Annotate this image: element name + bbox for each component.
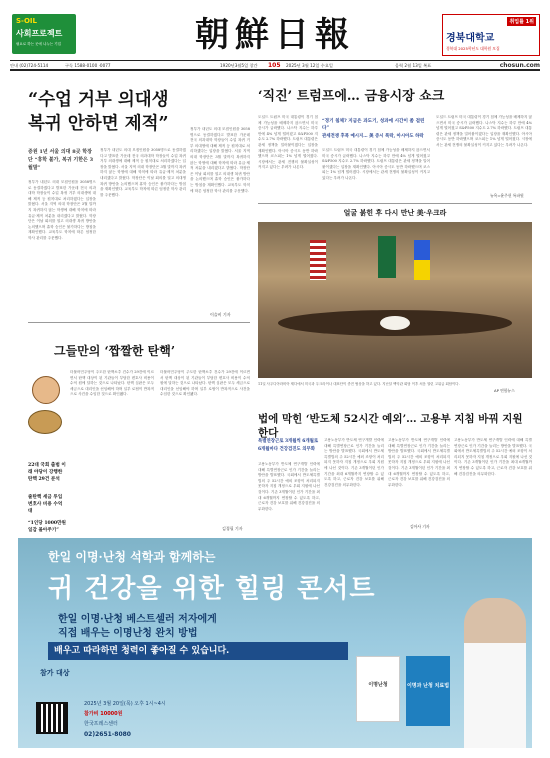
labor-body-1: 고용노동부가 반도체 연구개발 인력에 대해 특별연장근로 인가 기간을 늘리는 방안을 발표했다. 국회에서 반도체특별법의 주 52시간 예외 조항이 처리되지 못하자 지침 개정으로 우회 지원에 나선 것이다. 기존 3개월이던 인가 기간을 최대 6개월까지 연장할 수 있도록 하고, 근로자 건강 보호를 위해 건강검진을 의무화한다.	[258, 462, 320, 511]
ad-place: 한국프레스센터	[84, 721, 118, 727]
labor-body-2: 고용노동부가 반도체 연구개발 인력에 대해 특별연장근로 인가 기간을 늘리는 방안을 발표했다. 국회에서 반도체특별법의 주 52시간 예외 조항이 처리되지 못하자 지침 개정으로 우회 지원에 나선 것이다. 기존 3개월이던 인가 기간을 최대 6개월까지 연장할 수 있도록 하고, 근로자 건강 보호를 위해 건강검진을 의무화한다.	[324, 438, 384, 487]
masthead-dateline: 1920년3월5일 창간	[220, 63, 258, 68]
divider	[258, 203, 532, 204]
labor-sub-2: 6개월마다 건강검진도 의무화	[258, 447, 316, 452]
trump-body-2: 도널드 트럼프 미국 대통령이 경기 침체 가능성을 배제하지 않으면서 미국 증시가 급락했다. 나스닥 지수는 하루 만에 4% 넘게 떨어졌고 S&P500 지수도 2.7% 하락했다. 트럼프 대통령은 관세 정책을 밀어붙이겠다는 입장을 재확인했다. 아시아 증시도 동반 하락했으며 코스피는 1% 넘게 떨어졌다. 시장에서는 관세 전쟁의 불확실성이 커지고 있다는 우려가 나온다.	[322, 148, 430, 180]
person-figure-icon	[32, 376, 60, 404]
ad-line3: 한일 이명·난청 베스트셀러 저자에게	[58, 614, 217, 625]
info-contact: 안내 (02)724-5114	[10, 63, 49, 68]
column-title: 그들만의 ‘짭짤한 탄핵’	[54, 344, 176, 358]
info-bar	[10, 60, 540, 71]
flag-ukraine-icon	[414, 240, 430, 280]
ad-soil-brand: S-OIL	[16, 17, 37, 25]
coin-pile-icon	[28, 410, 62, 434]
masthead-date: 2025년 3월 12일 수요일	[286, 63, 333, 68]
column-body-2: 더불어민주당이 주도한 탄핵소추 건수가 29건에 이르면서 탄핵 대상이 된 기관들이 부담한 변호사 비용이 수억 원에 달하는 것으로 나타났다. 탄핵 심판은 모두 세금으로 대리인을 선임해야 하며 일부 로펌이 반복적으로 사건을 수임한 것으로 확인됐다.	[160, 370, 250, 397]
info-subscribe: 구독 1588-0100 ·0077	[65, 63, 111, 68]
qr-code-icon[interactable]	[36, 702, 68, 734]
trump-sub-1: “경기 침체? 지금은 과도기, 성과에 시간이 좀 걸린다”	[322, 119, 425, 131]
lead-subhead: 증원 1년 서울 의대 8곳 학장단 “휴학 불가, 복귀 기한은 3월말”	[28, 149, 94, 171]
column-byline: 김경필 기자	[222, 526, 243, 531]
trump-body-1: 도널드 트럼프 미국 대통령이 경기 침체 가능성을 배제하지 않으면서 미국 증시가 급락했다. 나스닥 지수는 하루 만에 4% 넘게 떨어졌고 S&P500 지수도 2.7% 하락했다. 트럼프 대통령은 관세 정책을 밀어붙이겠다는 입장을 재확인했다. 아시아 증시도 동반 하락했으며 코스피는 1% 넘게 떨어졌다. 시장에서는 관세 전쟁의 불확실성이 커지고 있다는 우려가 나온다.	[258, 115, 318, 170]
trump-headline: ‘직진’ 트럼프에… 금융시장 쇼크	[258, 89, 445, 104]
ad-concert	[18, 538, 532, 748]
masthead-title: 朝鮮日報	[195, 15, 355, 55]
column-illustration	[28, 372, 64, 452]
labor-sub-1: 특별연장근로 3개월씩 6개월로	[258, 439, 319, 444]
ad-line4: 직접 배우는 이명난청 완치 방법	[58, 628, 198, 639]
ad-univ-tag: 취업률 1위	[509, 19, 534, 25]
labor-body-3: 고용노동부가 반도체 연구개발 인력에 대해 특별연장근로 인가 기간을 늘리는 방안을 발표했다. 국회에서 반도체특별법의 주 52시간 예외 조항이 처리되지 못하자 지침 개정으로 우회 지원에 나선 것이다. 기존 3개월이던 인가 기간을 최대 6개월까지 연장할 수 있도록 하고, 근로자 건강 보호를 위해 건강검진을 의무화한다.	[388, 438, 450, 487]
doctor-photo	[464, 598, 526, 748]
site-link[interactable]: chosun.com	[499, 62, 540, 69]
lead-body-3: 정부가 내년도 의대 모집인원을 3058명으로 동결하겠다고 발표한 가운데 전국 의과대학 학장들이 수업 복귀 거부 의대생에 대해 제적 등 원칙대로 처리하겠다는 입장을 밝혔다. 서울 지역 의대 학장단은 3월 말까지 복귀하지 않는 학생에 대해 학칙에 따라 유급·제적 처분을 내리겠다고 밝혔다. 학장단은 이날 회의를 열고 의대생 복귀 방안을 논의했으며 휴학 승인은 불가하다는 방침을 재확인했다. 교육부도 학칙에 따른 엄정한 학사 관리를 주문했다.	[190, 127, 250, 193]
ad-university	[442, 14, 540, 56]
column-caption-3: “1인당 1000만원 일감 몰아주기”	[28, 521, 66, 533]
ad-banner: 배우고 따라하면 청력이 좋아질 수 있습니다.	[48, 642, 348, 660]
labor-headline: 법에 막힌 ‘반도체 52시간 예외’… 고용부 지침 바꿔 지원한다	[258, 413, 523, 439]
lead-byline: 이슬비 기자	[210, 312, 231, 317]
ad-target-label: 참가 대상	[40, 668, 70, 677]
flower-arrangement	[380, 316, 410, 330]
trump-body-3: 도널드 트럼프 미국 대통령이 경기 침체 가능성을 배제하지 않으면서 미국 증시가 급락했다. 나스닥 지수는 하루 만에 4% 넘게 떨어졌고 S&P500 지수도 2.7% 하락했다. 트럼프 대통령은 관세 정책을 밀어붙이겠다는 입장을 재확인했다. 아시아 증시도 동반 하락했으며 코스피는 1% 넘게 떨어졌다. 시장에서는 관세 전쟁의 불확실성이 커지고 있다는 우려가 나온다.	[436, 115, 532, 147]
lead-body-2: 정부가 내년도 의대 모집인원을 3058명으로 동결하겠다고 발표한 가운데 전국 의과대학 학장들이 수업 복귀 거부 의대생에 대해 제적 등 원칙대로 처리하겠다는 입장을 밝혔다. 서울 지역 의대 학장단은 3월 말까지 복귀하지 않는 학생에 대해 학칙에 따라 유급·제적 처분을 내리겠다고 밝혔다. 학장단은 이날 회의를 열고 의대생 복귀 방안을 논의했으며 휴학 승인은 불가하다는 방침을 재확인했다. 교육부도 학칙에 따른 엄정한 학사 관리를 주문했다.	[100, 148, 186, 197]
column-body-1: 더불어민주당이 주도한 탄핵소추 건수가 29건에 이르면서 탄핵 대상이 된 기관들이 부담한 변호사 비용이 수억 원에 달하는 것으로 나타났다. 탄핵 심판은 모두 세금으로 대리인을 선임해야 하며 일부 로펌이 반복적으로 사건을 수임한 것으로 확인됐다.	[70, 370, 154, 397]
flag-saudi-icon	[378, 236, 396, 278]
ad-soil-line1: 사회프로젝트	[16, 29, 63, 38]
ad-book-2-title: 이명과 난청 치료법	[406, 683, 450, 689]
lead-body-1: 정부가 내년도 의대 모집인원을 3058명으로 동결하겠다고 발표한 가운데 전국 의과대학 학장들이 수업 복귀 거부 의대생에 대해 제적 등 원칙대로 처리하겠다는 입장을 밝혔다. 서울 지역 의대 학장단은 3월 말까지 복귀하지 않는 학생에 대해 학칙에 따라 유급·제적 처분을 내리겠다고 밝혔다. 학장단은 이날 회의를 열고 의대생 복귀 방안을 논의했으며 휴학 승인은 불가하다는 방침을 재확인했다. 교육부도 학칙에 따른 엄정한 학사 관리를 주문했다.	[28, 180, 96, 240]
ad-book-1-title: 이명난청	[368, 682, 388, 688]
ad-date: 2025년 3월 20일(목) 오후 1시~4시	[84, 701, 166, 707]
meeting-photo	[258, 222, 532, 378]
ad-book-1	[356, 656, 400, 722]
ad-phone: 02)2651-8080	[84, 731, 131, 738]
ad-univ-line: 경북대 2025학년도 대학원 모집	[446, 46, 500, 51]
trump-sub-2: 관세전쟁 후폭 예시지… 美 증시 폭락, 아시아도 하락	[322, 134, 424, 139]
ad-univ-name: 경북대학교	[446, 33, 495, 44]
column-caption-1: 22대 국회 출범 이래 야당이 강행한 탄핵 29건 분석	[28, 463, 66, 482]
ad-fee: 참가비 10000원	[84, 711, 123, 717]
photo-credit: AP 연합뉴스	[494, 388, 515, 393]
labor-body-4: 고용노동부가 반도체 연구개발 인력에 대해 특별연장근로 인가 기간을 늘리는 방안을 발표했다. 국회에서 반도체특별법의 주 52시간 예외 조항이 처리되지 못하자 지침 개정으로 우회 지원에 나선 것이다. 기존 3개월이던 인가 기간을 최대 6개월까지 연장할 수 있도록 하고, 근로자 건강 보호를 위해 건강검진을 의무화한다.	[454, 438, 532, 476]
ad-line1: 한일 이명·난청 석학과 함께하는	[48, 550, 216, 564]
flag-usa-icon	[310, 240, 326, 280]
photo-title: 얼굴 붉힌 후 다시 만난 美·우크라	[343, 208, 447, 217]
column-caption-2: 줄탄핵 세금 투입 변호사 비용 수억대	[28, 495, 63, 514]
ad-soil-line2: 필요로 하는 곳에 나누는 기업	[16, 42, 62, 46]
ad-book-2	[406, 656, 450, 726]
labor-byline: 김아사 기자	[410, 524, 430, 529]
lead-headline: “수업 거부 의대생 복귀 안하면 제적”	[28, 90, 169, 134]
photo-caption: 11일 사우디아라비아 제다에서 미국과 우크라이나 대표단이 종전 협상을 하고 있다. 지난달 백악관 회담 이후 처음 열린 고위급 회담이다.	[258, 382, 460, 386]
divider	[28, 322, 250, 323]
masthead-issue: 105	[268, 62, 281, 69]
ad-soil	[12, 14, 76, 54]
info-lunar: 음력 2월 13일 복표	[395, 63, 432, 68]
trump-byline: 뉴욕=윤주헌 특파원	[490, 193, 524, 198]
ad-headline: 귀 건강을 위한 힐링 콘서트	[48, 574, 376, 604]
